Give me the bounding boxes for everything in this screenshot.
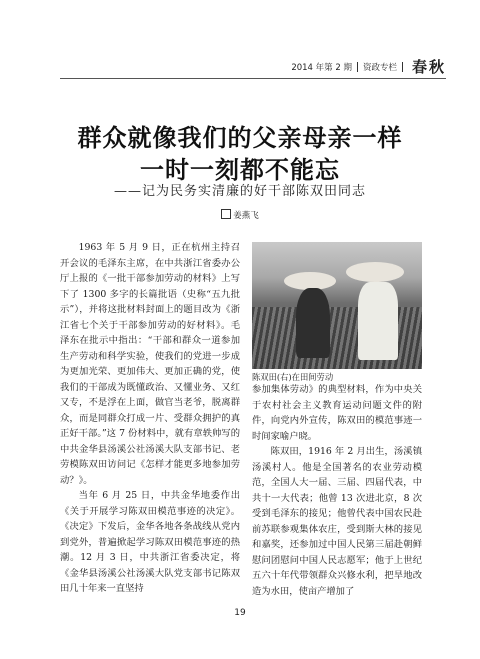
paragraph: 陈双田，1916 年 2 月出生，汤溪镇汤溪村人。他是全国著名的农业劳动模范，全国人大一届、三届、四届代表，中共十一大代表；他曾 13 次进北京，8 次受到毛泽东的接见；他曾代表中国农民赴前苏联参观集体农庄，受到斯大林的接见和嘉奖，还参加过中国人民第三届赴朝鲜慰问团慰问中国人民志愿军；他于上世纪五六十年代带领群众兴修水利，把旱地改造为水田，使亩产增加了: [252, 446, 422, 597]
photo-straw-hat-right: [346, 262, 404, 282]
field-work-photo: [252, 242, 422, 369]
paragraph: 1963 年 5 月 9 日，正在杭州主持召开会议的毛泽东主席，在中共浙江省委办公厅上报的《一批干部参加劳动的材料》上写下了 1300 多字的长篇批语（史称“五九批示”），并将这批材料封面上的题目改为《浙江省七个关于干部参加劳动的好材料》。毛泽东在批示中指出：“干部和群众一道参加生产劳动和科学实验，使我们的党进一步成为更加光荣、更加伟大、更加正确的党，使我们的干部成为既懂政治、又懂业务、又红又专，不是浮在上面，做官当老爷，脱离群众，而是同群众打成一片、受群众拥护的真正好干部。”这 7 份材料中，就有章轶帅写的中共金华县汤溪公社汤溪大队支部书记、老劳模陈双田访问记《怎样才能更多地参加劳动？》。: [60, 242, 240, 486]
page-number: 19: [234, 608, 246, 618]
photo-person-right: [358, 282, 398, 360]
byline: [0, 209, 480, 221]
byline-box-icon: [221, 209, 231, 219]
right-column: [252, 382, 422, 599]
photo-caption: 陈双田(右)在田间劳动: [252, 372, 334, 382]
article-title-line1: 群众就像我们的父亲母亲一样: [77, 124, 403, 152]
article-subtitle: ——记为民务实清廉的好干部陈双田同志: [113, 184, 366, 199]
header-rule: [60, 78, 446, 79]
paragraph: 参加集体劳动》的典型材料，作为中央关于农村社会主义教育运动问题文件的附件，向党内外宣传，陈双田的模范事迹一时间家喻户晓。: [252, 384, 422, 442]
left-column: [60, 240, 240, 597]
paragraph: 当年 6 月 25 日，中共金华地委作出《关于开展学习陈双田模范事迹的决定》。《决定》下发后，金华各地各条战线从党内到党外，普遍掀起学习陈双田模范事迹的热潮。12 月 3 日，中共浙江省委决定，将《金华县汤溪公社汤溪大队党支部书记陈双田几十年来一直坚持: [60, 490, 240, 594]
magazine-logo: 春秋: [411, 58, 446, 76]
running-header: [291, 56, 446, 77]
header-divider: [357, 62, 358, 72]
article-title-line2: 一时一刻都不能忘: [140, 156, 340, 184]
photo-person-left: [296, 288, 330, 358]
issue-label: 2014 年第 2 期: [291, 62, 352, 73]
header-divider: [402, 62, 403, 72]
author-name: 姜燕飞: [233, 211, 259, 221]
column-label: 资政专栏: [362, 62, 397, 73]
